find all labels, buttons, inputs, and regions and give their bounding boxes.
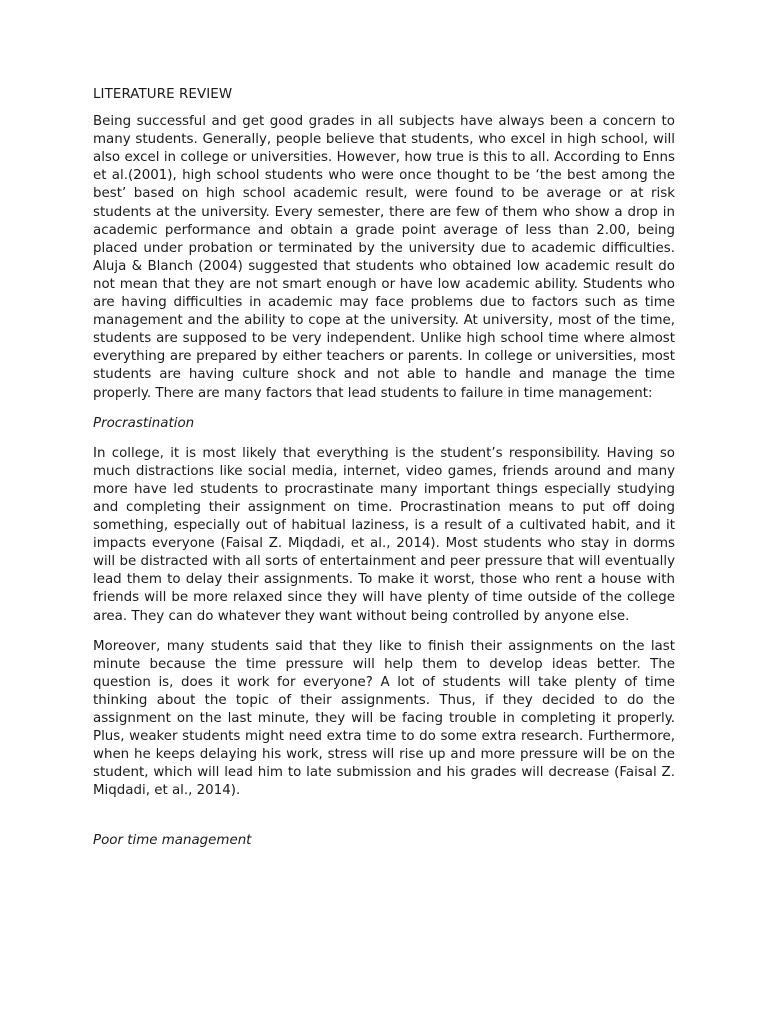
- document-page: [93, 86, 675, 863]
- section-heading-poor-time-management: Poor time management: [93, 833, 252, 849]
- intro-paragraph: Being successful and get good grades in all subjects have always been a concern to many students. Generally, people believe that students, who excel in high school, will also excel in college or universities. However, how true is this to all. According to Enns et al.(2001), high school students who were once thought to be ‘the best among the best’ based on high school academic result, were found to be average or at risk students at the university. Every semester, there are few of them who show a drop in academic performance and obtain a grade point average of less than 2.00, being placed under probation or terminated by the university due to academic difficulties. Aluja & Blanch (2004) suggested that students who obtained low academic result do not mean that they are not smart enough or have low academic ability. Students who are having difficulties in academic may face problems due to factors such as time management and the ability to cope at the university. At university, most of the time, students are supposed to be very independent. Unlike high school time where almost everything are prepared by either teachers or parents. In college or universities, most students are having culture shock and not able to handle and manage the time properly. There are many factors that lead students to failure in time management:: [93, 114, 675, 401]
- procrastination-paragraph-1: In college, it is most likely that everything is the student’s responsibility. Having so much distractions like social media, internet, video games, friends around and many more have led students to procrastinate many important things especially studying and completing their assignment on time. Procrastination means to put off doing something, especially out of habitual laziness, is a result of a cultivated habit, and it impacts everyone (Faisal Z. Miqdadi, et al., 2014). Most students who stay in dorms will be distracted with all sorts of entertainment and peer pressure that will eventually lead them to delay their assignments. To make it worst, those who rent a house with friends will be more relaxed since they will have plenty of time outside of the college area. They can do whatever they want without being controlled by anyone else.: [93, 445, 675, 624]
- section-heading-procrastination: Procrastination: [93, 415, 195, 431]
- procrastination-paragraph-2: Moreover, many students said that they like to finish their assignments on the last minute because the time pressure will help them to develop ideas better. The question is, does it work for everyone? A lot of students will take plenty of time thinking about the topic of their assignments. Thus, if they decided to do the assignment on the last minute, they will be facing trouble in completing it properly. Plus, weaker students might need extra time to do some extra research. Furthermore, when he keeps delaying his work, stress will rise up and more pressure will be on the student, which will lead him to late submission and his grades will decrease (Faisal Z. Miqdadi, et al., 2014).: [93, 638, 675, 799]
- spacer: [93, 812, 675, 832]
- document-title: LITERATURE REVIEW: [93, 87, 233, 102]
